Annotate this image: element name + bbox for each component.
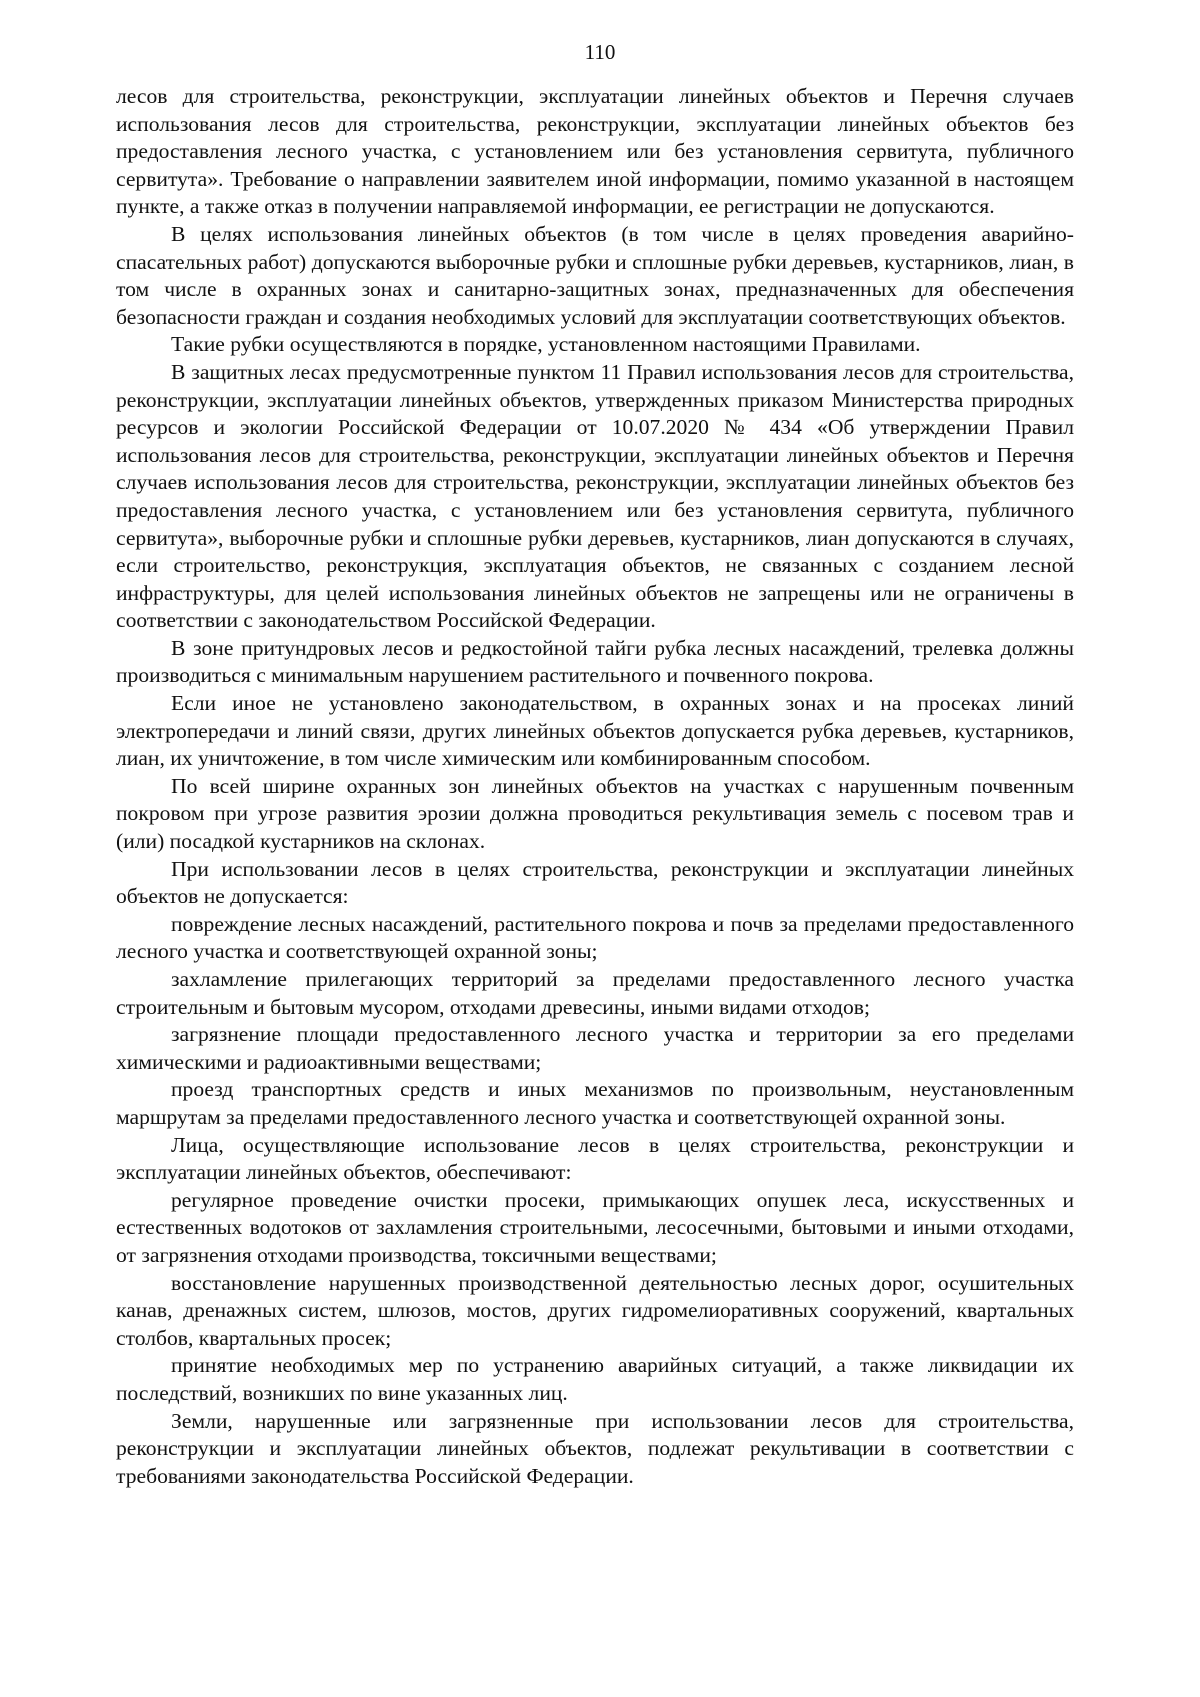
list-item: захламление прилегающих территорий за пределами предоставленного лесного участка строительным и бытовым мусором, отходами древесины, иными видами отходов; <box>116 967 1074 1019</box>
list-item: загрязнение площади предоставленного лесного участка и территории за его пределами химическими и радиоактивными веществами; <box>116 1022 1074 1074</box>
paragraph: Такие рубки осуществляются в порядке, установленном настоящими Правилами. <box>171 332 921 357</box>
page-number: 110 <box>584 40 616 64</box>
paragraph: Если иное не установлено законодательством, в охранных зонах и на просеках линий электропередачи и линий связи, других линейных объектов допускается рубка деревьев, кустарников, лиан, их уничтожение, в том числе химическим или комбинированным способом. <box>116 691 1074 771</box>
list-item: проезд транспортных средств и иных механизмов по произвольным, неустановленным маршрутам за пределами предоставленного лесного участка и соответствующей охранной зоны. <box>116 1077 1074 1129</box>
paragraph: Лица, осуществляющие использование лесов в целях строительства, реконструкции и эксплуатации линейных объектов, обеспечивают: <box>116 1132 1074 1185</box>
document-body <box>116 83 1074 1490</box>
paragraph: При использовании лесов в целях строительства, реконструкции и эксплуатации линейных объектов не допускается: <box>116 856 1074 909</box>
list-item: регулярное проведение очистки просеки, примыкающих опушек леса, искусственных и естественных водотоков от захламления строительными, лесосечными, бытовыми и иными отходами, от загрязнения отходами производства, токсичными веществами; <box>116 1187 1074 1267</box>
list-item: восстановление нарушенных производственной деятельностью лесных дорог, осушительных канав, дренажных систем, шлюзов, мостов, других гидромелиоративных сооружений, квартальных столбов, квартальных просек; <box>116 1270 1074 1350</box>
paragraph: Земли, нарушенные или загрязненные при использовании лесов для строительства, реконструкции и эксплуатации линейных объектов, подлежат рекультивации в соответствии с требованиями законодательства Российской Федерации. <box>116 1408 1074 1488</box>
paragraph-continuation: лесов для строительства, реконструкции, эксплуатации линейных объектов и Перечня случаев использования лесов для строительства, реконструкции, эксплуатации линейных объектов без предоставления лесного участка, с установлением или без установления сервитута, публичного сервитута». Требование о направлении заявителем иной информации, помимо указанной в настоящем пункте, а также отказ в получении направляемой информации, ее регистрации не допускаются. <box>116 84 1074 219</box>
list-item: принятие необходимых мер по устранению аварийных ситуаций, а также ликвидации их последствий, возникших по вине указанных лиц. <box>116 1353 1074 1405</box>
paragraph: В целях использования линейных объектов (в том числе в целях проведения аварийно-спасательных работ) допускаются выборочные рубки и сплошные рубки деревьев, кустарников, лиан, в том числе в охранных зонах и санитарно-защитных зонах, предназначенных для обеспечения безопасности граждан и создания необходимых условий для эксплуатации соответствующих объектов. <box>116 221 1074 329</box>
list-item: повреждение лесных насаждений, растительного покрова и почв за пределами предоставленного лесного участка и соответствующей охранной зоны; <box>116 911 1074 964</box>
paragraph: В защитных лесах предусмотренные пунктом 11 Правил использования лесов для строительства, реконструкции, эксплуатации линейных объектов, утвержденных приказом Министерства природных ресурсов и экологии Российской Федерации от 10.07.2020 № 434 «Об утверждении Правил использования лесов для строительства, реконструкции, эксплуатации линейных объектов и Перечня случаев использования лесов для строительства, реконструкции, эксплуатации линейных объектов без предоставления лесного участка, с установлением или без установления сервитута, публичного сервитута», выборочные рубки и сплошные рубки деревьев, кустарников, лиан допускаются в случаях, если строительство, реконструкция, эксплуатация объектов, не связанных с созданием лесной инфраструктуры, для целей использования линейных объектов не запрещены или не ограничены в соответствии с законодательством Российской Федерации. <box>116 359 1074 633</box>
paragraph: По всей ширине охранных зон линейных объектов на участках с нарушенным почвенным покровом при угрозе развития эрозии должна проводиться рекультивация земель с посевом трав и (или) посадкой кустарников на склонах. <box>116 773 1074 854</box>
paragraph: В зоне притундровых лесов и редкостойной тайги рубка лесных насаждений, трелевка должны производиться с минимальным нарушением растительного и почвенного покрова. <box>116 635 1074 688</box>
